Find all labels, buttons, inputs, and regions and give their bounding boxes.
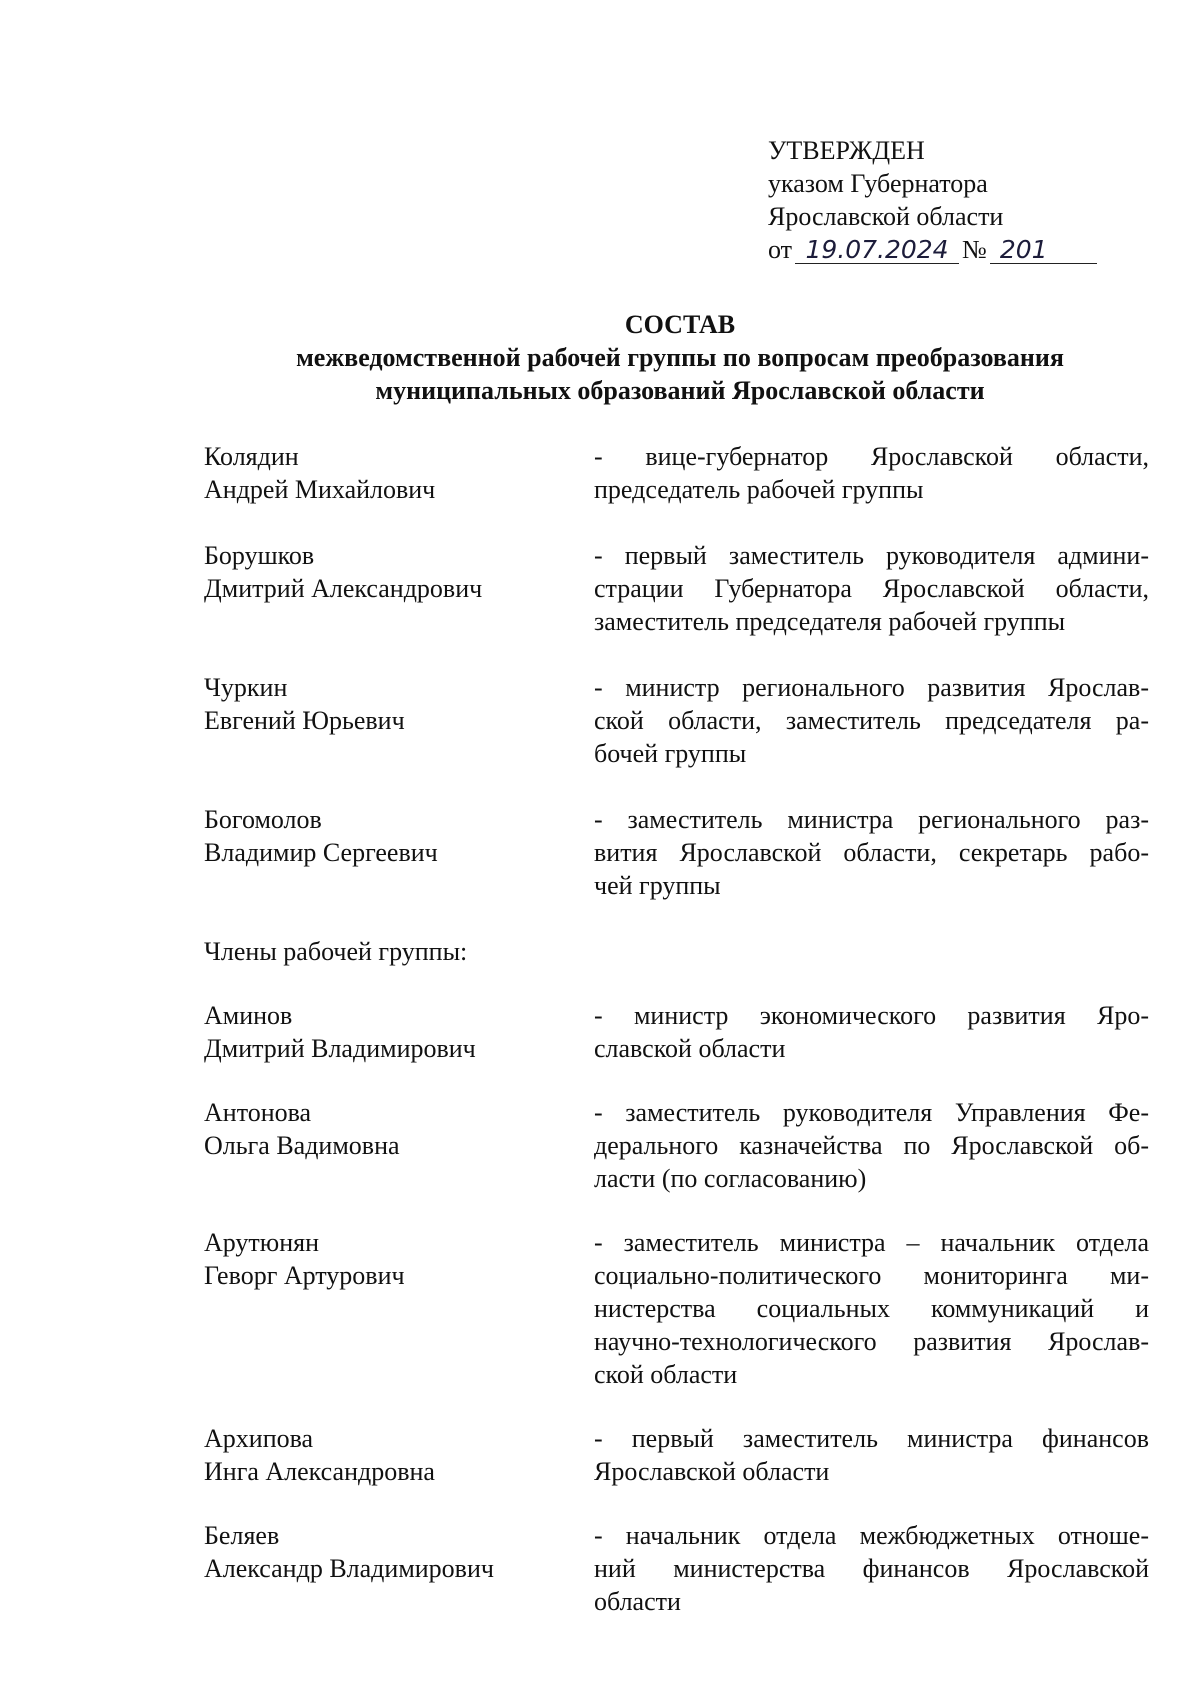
person-surname: Антонова bbox=[204, 1098, 312, 1127]
person-surname: Беляев bbox=[204, 1521, 280, 1550]
person-name bbox=[204, 803, 594, 902]
roster-entry bbox=[204, 1226, 1149, 1391]
role-line: нистерства социальных коммуникаций и bbox=[594, 1294, 1149, 1323]
person-role bbox=[594, 1422, 1149, 1488]
role-line: ской области bbox=[594, 1360, 738, 1389]
handwritten-number: 201 bbox=[990, 237, 1097, 264]
role-line: - первый заместитель руководителя админи- bbox=[594, 541, 1149, 570]
handwritten-date: 19.07.2024 bbox=[795, 237, 959, 264]
role-line: научно-технологического развития Ярослав- bbox=[594, 1327, 1149, 1356]
person-name bbox=[204, 1096, 594, 1195]
role-line: - министр экономического развития Яро- bbox=[594, 1001, 1149, 1030]
role-line: дерального казначейства по Ярославской об- bbox=[594, 1131, 1149, 1160]
person-given-names: Дмитрий Александрович bbox=[204, 574, 483, 603]
spacer bbox=[204, 506, 1149, 539]
spacer bbox=[204, 1195, 1149, 1226]
person-role bbox=[594, 1519, 1149, 1618]
person-given-names: Инга Александровна bbox=[204, 1457, 435, 1486]
approval-stamp-block bbox=[768, 134, 1100, 266]
person-name bbox=[204, 539, 594, 638]
person-surname: Архипова bbox=[204, 1424, 314, 1453]
roster-entry bbox=[204, 1519, 1149, 1618]
spacer bbox=[204, 638, 1149, 671]
person-role bbox=[594, 539, 1149, 638]
role-line: - вице-губернатор Ярославской области, bbox=[594, 442, 1149, 471]
person-role bbox=[594, 440, 1149, 506]
role-line: бочей группы bbox=[594, 739, 747, 768]
role-line: - заместитель руководителя Управления Фе- bbox=[594, 1098, 1149, 1127]
members-heading: Члены рабочей группы: bbox=[204, 937, 468, 966]
person-given-names: Геворг Артурович bbox=[204, 1261, 405, 1290]
roster-entry bbox=[204, 803, 1149, 902]
roster-entry bbox=[204, 440, 1149, 506]
spacer bbox=[204, 1488, 1149, 1519]
person-given-names: Владимир Сергеевич bbox=[204, 838, 438, 867]
roster-entry bbox=[204, 1096, 1149, 1195]
role-line: вития Ярославской области, секретарь рабо- bbox=[594, 838, 1149, 867]
person-given-names: Ольга Вадимовна bbox=[204, 1131, 400, 1160]
approval-region: Ярославской области bbox=[768, 202, 1004, 231]
role-line: - первый заместитель министра финансов bbox=[594, 1424, 1149, 1453]
person-name bbox=[204, 671, 594, 770]
person-role bbox=[594, 803, 1149, 902]
number-sign: № bbox=[962, 235, 987, 264]
role-line: - министр регионального развития Ярослав- bbox=[594, 673, 1149, 702]
spacer bbox=[204, 770, 1149, 803]
spacer bbox=[204, 1065, 1149, 1096]
role-line: социально-политического мониторинга ми- bbox=[594, 1261, 1149, 1290]
person-name bbox=[204, 999, 594, 1065]
person-surname: Арутюнян bbox=[204, 1228, 320, 1257]
person-surname: Борушков bbox=[204, 541, 315, 570]
roster-entry bbox=[204, 539, 1149, 638]
person-given-names: Дмитрий Владимирович bbox=[204, 1034, 476, 1063]
role-line: Ярославской области bbox=[594, 1457, 830, 1486]
person-given-names: Андрей Михайлович bbox=[204, 475, 436, 504]
person-surname: Чуркин bbox=[204, 673, 288, 702]
person-given-names: Александр Владимирович bbox=[204, 1554, 494, 1583]
role-line: - начальник отдела межбюджетных отноше- bbox=[594, 1521, 1149, 1550]
spacer bbox=[204, 968, 1149, 999]
person-name bbox=[204, 1226, 594, 1391]
roster-entry bbox=[204, 1422, 1149, 1488]
role-line: ний министерства финансов Ярославской bbox=[594, 1554, 1149, 1583]
document-title: СОСТАВ bbox=[624, 310, 736, 339]
roster-entry bbox=[204, 999, 1149, 1065]
person-role bbox=[594, 1096, 1149, 1195]
role-line: ской области, заместитель председателя ра- bbox=[594, 706, 1149, 735]
role-line: - заместитель министра регионального раз- bbox=[594, 805, 1149, 834]
date-prefix: от bbox=[768, 235, 793, 264]
person-name bbox=[204, 440, 594, 506]
spacer bbox=[204, 1391, 1149, 1422]
person-surname: Богомолов bbox=[204, 805, 322, 834]
document-subtitle bbox=[200, 341, 1160, 407]
approval-date-line bbox=[768, 233, 1100, 266]
person-role bbox=[594, 999, 1149, 1065]
person-surname: Колядин bbox=[204, 442, 299, 471]
role-line: - заместитель министра – начальник отдела bbox=[594, 1228, 1149, 1257]
person-role bbox=[594, 671, 1149, 770]
person-surname: Аминов bbox=[204, 1001, 293, 1030]
subtitle-line-1: межведомственной рабочей группы по вопросам преобразования bbox=[296, 343, 1064, 372]
person-name bbox=[204, 1422, 594, 1488]
approval-issuer: указом Губернатора bbox=[768, 169, 988, 198]
role-line: председатель рабочей группы bbox=[594, 475, 924, 504]
roster-entry bbox=[204, 671, 1149, 770]
role-line: заместитель председателя рабочей группы bbox=[594, 607, 1066, 636]
person-role bbox=[594, 1226, 1149, 1391]
role-line: славской области bbox=[594, 1034, 786, 1063]
person-name bbox=[204, 1519, 594, 1618]
roster bbox=[204, 440, 1149, 1618]
role-line: ласти (по согласованию) bbox=[594, 1164, 867, 1193]
role-line: области bbox=[594, 1587, 681, 1616]
person-given-names: Евгений Юрьевич bbox=[204, 706, 405, 735]
role-line: чей группы bbox=[594, 871, 721, 900]
approval-heading: УТВЕРЖДЕН bbox=[768, 136, 925, 165]
subtitle-line-2: муниципальных образований Ярославской области bbox=[375, 376, 985, 405]
spacer bbox=[204, 902, 1149, 935]
role-line: страции Губернатора Ярославской области, bbox=[594, 574, 1149, 603]
